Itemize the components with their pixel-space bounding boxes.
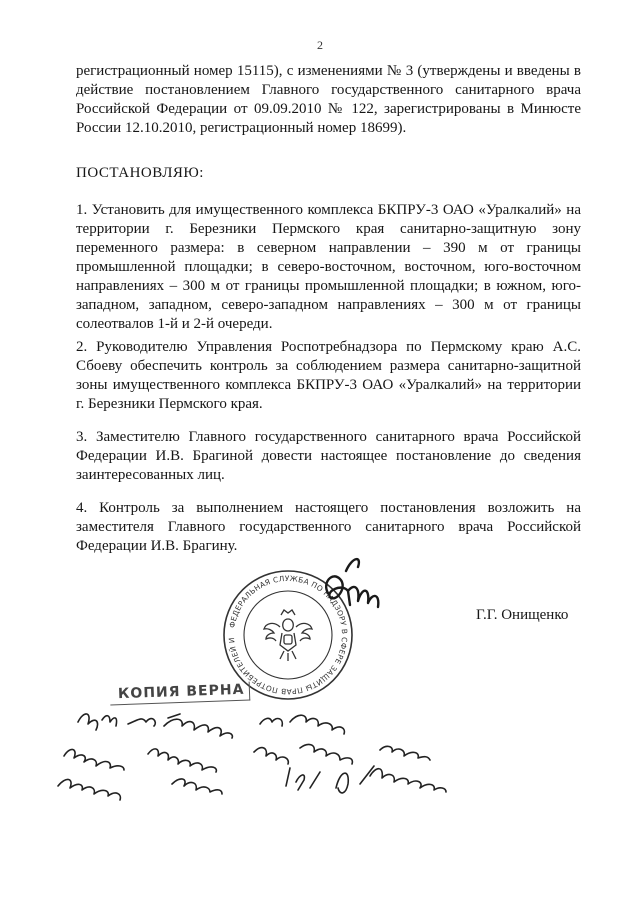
copy-certified-stamp: КОПИЯ ВЕРНА [110, 682, 251, 706]
decree-item-3: 3. Заместителю Главного государственного санитарного врача Российской Федерации И.В. Брагиной довести настоящее постановление до сведения заинтересованных лиц. [76, 429, 581, 483]
signer-name: Г.Г. Онищенко [476, 607, 569, 623]
decree-heading: ПОСТАНОВЛЯЮ: [76, 165, 204, 181]
eagle-emblem-icon [264, 610, 312, 661]
decree-item-4: 4. Контроль за выполнением настоящего постановления возложить на заместителя Главного государственного санитарного врача Российской Федерации И.В. Брагину. [76, 500, 581, 554]
signature [318, 553, 398, 628]
decree-item-2: 2. Руководителю Управления Роспотребнадзора по Пермскому краю А.С. Сбоеву обеспечить контроль за соблюдением размера санитарно-защитной зоны имущественного комплекса БКПРУ-3 ОАО «Уралкалий» на территории г. Березники Пермского края. [76, 339, 581, 412]
intro-paragraph: регистрационный номер 15115), с изменениями № 3 (утверждены и введены в действие постановлением Главного государственного санитарного врача Российской Федерации от 09.09.2010 № 122, зарегистрированы в Минюсте России 12.10.2010, регистрационный номер 18699). [76, 63, 581, 136]
handwritten-note [40, 690, 620, 815]
decree-item-1: 1. Установить для имущественного комплекса БКПРУ-3 ОАО «Уралкалий» на территории г. Березники Пермского края санитарно-защитную зону переменного размера: в северном направлении – 390 м от границы промышленной площадки; в северо-восточном, восточном, юго-восточном направлениях – 300 м от границы промышленной площадки; в южном, юго-западном, западном, северо-западном направлениях – 300 м от границы солеотвалов 1-й и 2-й очереди. [76, 202, 581, 332]
page-number: 2 [317, 38, 323, 52]
svg-text:ФЕДЕРАЛЬНАЯ СЛУЖБА ПО НАДЗОРУ: ФЕДЕРАЛЬНАЯ СЛУЖБА ПО НАДЗОРУ В СФЕРЕ ЗАЩИТЫ ПРАВ ПОТРЕБИТЕЛЕЙ И [226, 573, 350, 697]
